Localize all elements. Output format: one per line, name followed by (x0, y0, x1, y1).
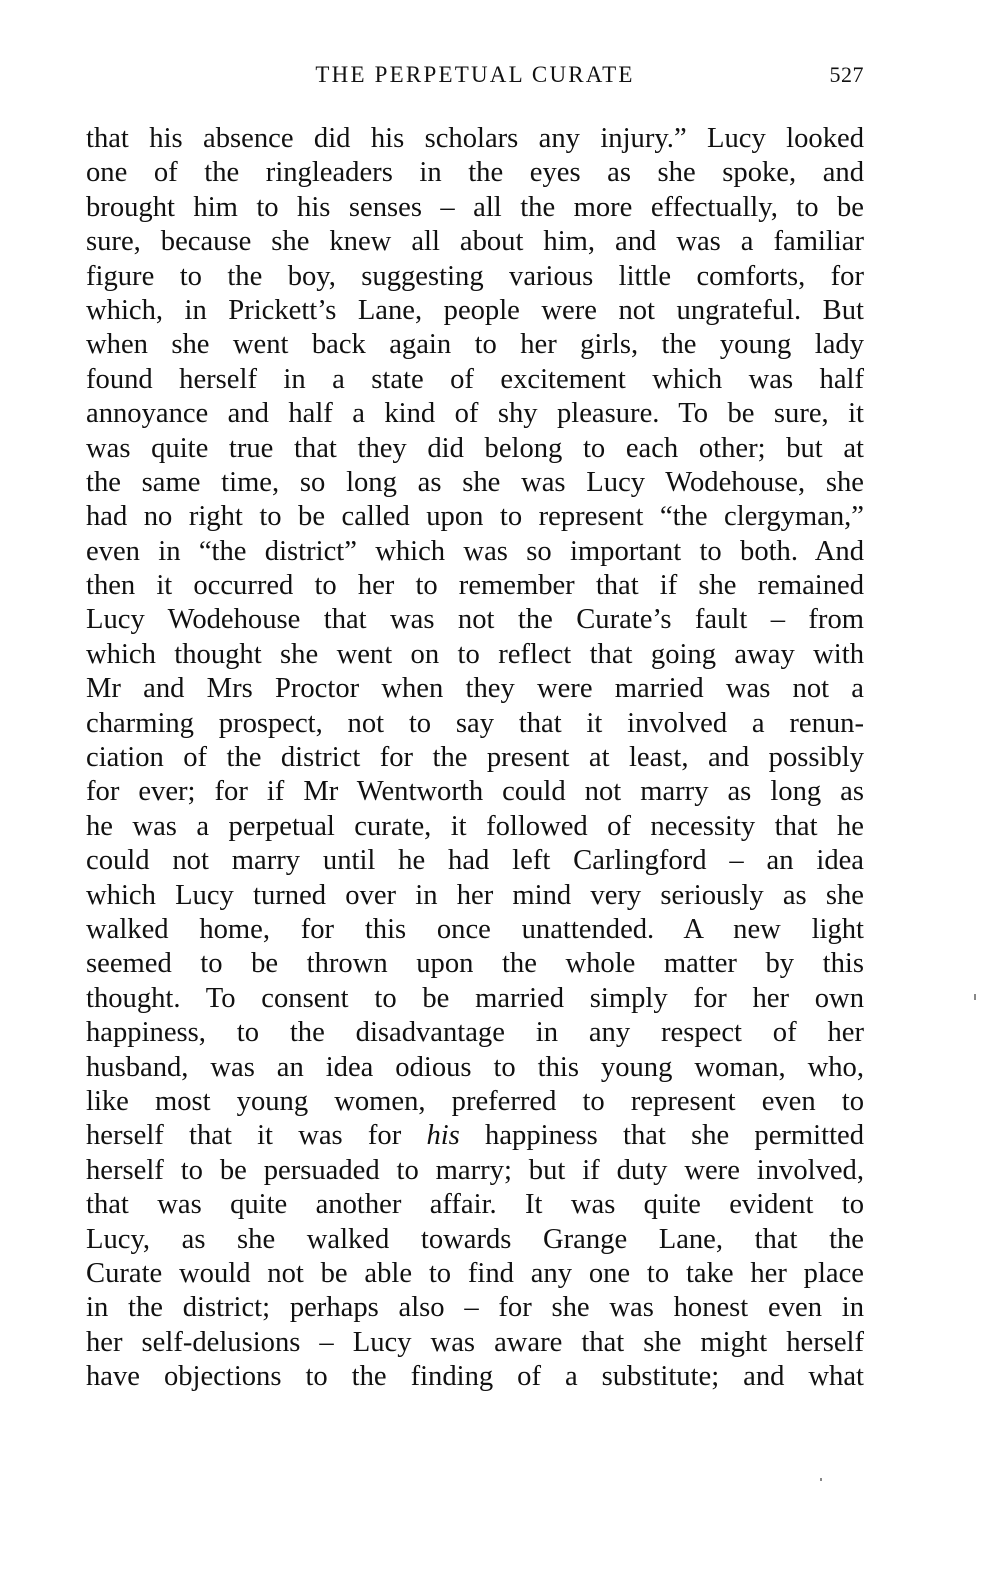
text-line-with-italic (86, 1119, 864, 1153)
text-line: then it occurred to her to remember that if she remained (86, 570, 864, 602)
text-line: he was a perpetual curate, it followed of necessity that he (86, 810, 864, 842)
text-line: annoyance and half a kind of shy pleasure. To be sure, it (86, 398, 864, 430)
text-line: charming prospect, not to say that it involved a renun- (86, 707, 864, 739)
page-number: 527 (829, 62, 864, 87)
text-line: husband, was an idea odious to this young woman, who, (86, 1051, 864, 1083)
body-text (86, 122, 864, 1394)
text-line: one of the ringleaders in the eyes as she spoke, and (86, 157, 864, 189)
text-line: when she went back again to her girls, the young lady (86, 329, 864, 361)
text-line: brought him to his senses – all the more effectually, to be (86, 191, 864, 223)
text-line: Mr and Mrs Proctor when they were married was not a (86, 673, 864, 705)
line-lead: herself that it was for (86, 1120, 402, 1152)
scan-speck (974, 994, 976, 1000)
text-line: her self-delusions – Lucy was aware that she might herself (86, 1326, 864, 1358)
text-line: like most young women, preferred to represent even to (86, 1085, 864, 1117)
running-head (86, 62, 864, 96)
text-line: Curate would not be able to find any one to take her place (86, 1257, 864, 1289)
text-line: was quite true that they did belong to each other; but at (86, 432, 864, 464)
text-line: even in “the district” which was so important to both. And (86, 535, 864, 567)
text-line: have objections to the finding of a substitute; and what (86, 1361, 864, 1393)
running-title: THE PERPETUAL CURATE (315, 62, 635, 87)
text-line: found herself in a state of excitement which was half (86, 363, 864, 395)
line-tail: happiness that she permitted (485, 1120, 864, 1152)
text-line: had no right to be called upon to represent “the clergyman,” (86, 501, 864, 533)
text-line: could not marry until he had left Carlingford – an idea (86, 845, 864, 877)
text-line: the same time, so long as she was Lucy Wodehouse, she (86, 466, 864, 498)
text-line: which Lucy turned over in her mind very seriously as she (86, 879, 864, 911)
text-line: walked home, for this once unattended. A new light (86, 913, 864, 945)
text-line: for ever; for if Mr Wentworth could not marry as long as (86, 776, 864, 808)
text-line: seemed to be thrown upon the whole matter by this (86, 948, 864, 980)
scan-speck (820, 1478, 822, 1481)
text-line: sure, because she knew all about him, and was a familiar (86, 226, 864, 258)
text-line: in the district; perhaps also – for she was honest even in (86, 1292, 864, 1324)
text-line: which thought she went on to reflect that going away with (86, 638, 864, 670)
italic-emphasis: his (426, 1120, 460, 1152)
text-line: that was quite another affair. It was quite evident to (86, 1189, 864, 1221)
text-line: figure to the boy, suggesting various little comforts, for (86, 260, 864, 292)
text-line: which, in Prickett’s Lane, people were not ungrateful. But (86, 294, 864, 326)
text-line: that his absence did his scholars any injury.” Lucy looked (86, 123, 864, 154)
text-line: Lucy, as she walked towards Grange Lane, that the (86, 1223, 864, 1255)
text-line: thought. To consent to be married simply for her own (86, 982, 864, 1014)
text-line: herself to be persuaded to marry; but if duty were involved, (86, 1154, 864, 1186)
text-line: happiness, to the disadvantage in any respect of her (86, 1017, 864, 1049)
text-line: Lucy Wodehouse that was not the Curate’s fault – from (86, 604, 864, 636)
text-line: ciation of the district for the present at least, and possibly (86, 742, 864, 774)
